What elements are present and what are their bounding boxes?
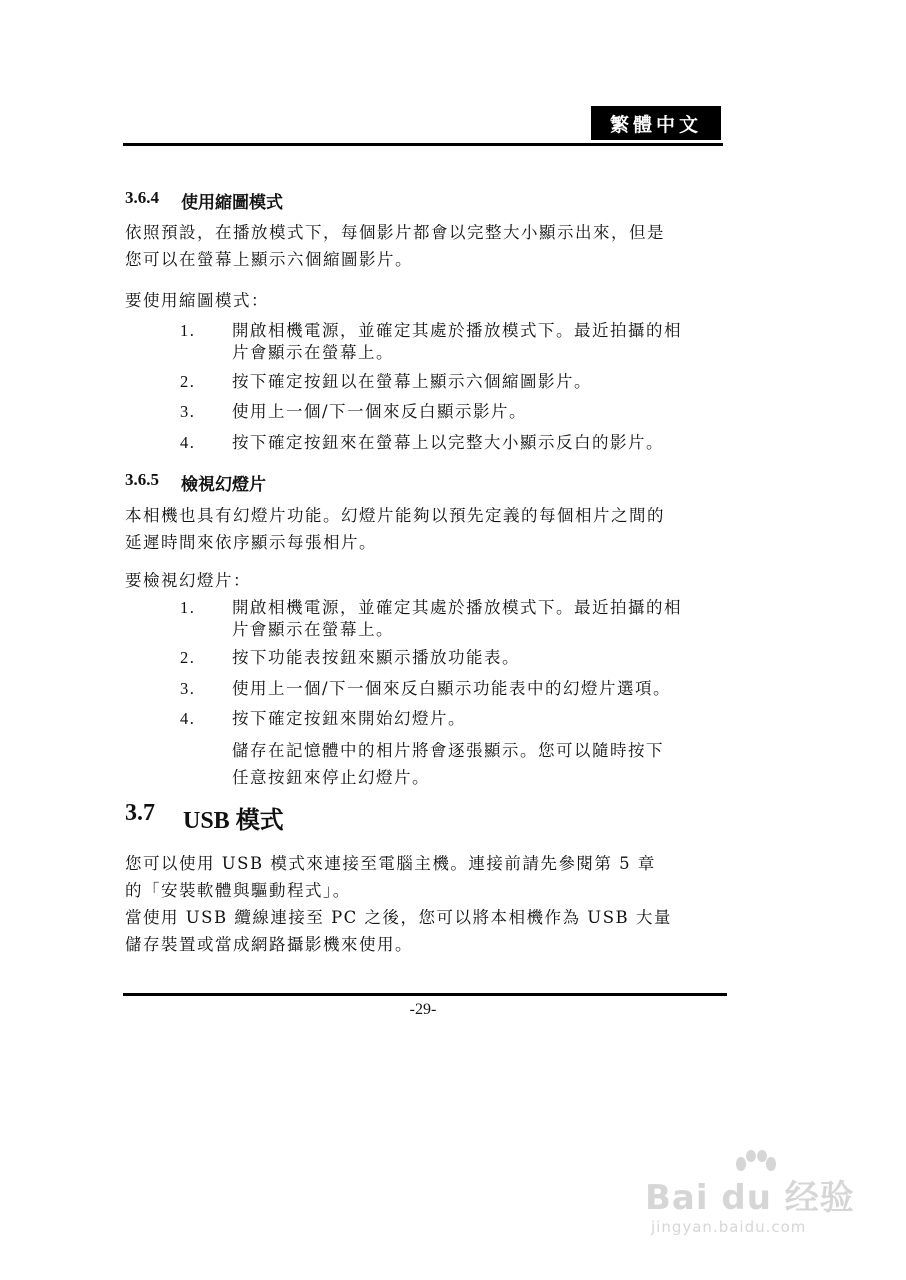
header-rule [123,143,723,146]
section-number: 3.6.4 [125,188,159,207]
step-item [180,320,725,364]
section-paragraph [125,502,721,556]
step-text: 使用上一個/下一個來反白顯示功能表中的幻燈片選項。 [232,679,672,698]
section-title: 檢視幻燈片 [181,475,266,495]
step-line: 開啟相機電源，並確定其處於播放模式下。最近拍攝的相 [232,321,682,340]
section-heading-3-6-4 [125,188,283,213]
note-line: 任意按鈕來停止幻燈片。 [232,768,430,787]
step-number: 4. [180,709,196,728]
step-line: 片會顯示在螢幕上。 [232,343,394,362]
step-item [180,678,725,700]
step-line: 開啟相機電源，並確定其處於播放模式下。最近拍攝的相 [232,598,682,617]
section-heading-3-7 [125,800,284,835]
note-line: 儲存在記憶體中的相片將會逐張顯示。您可以隨時按下 [232,741,664,760]
step-text: 按下確定按鈕來在螢幕上以完整大小顯示反白的影片。 [232,433,664,452]
watermark-url: jingyan.baidu.com [651,1218,807,1236]
steps-intro: 要檢視幻燈片： [125,571,251,590]
step-item [180,371,725,393]
step-item [180,597,725,641]
paragraph-line: 依照預設，在播放模式下，每個影片都會以完整大小顯示出來，但是 [125,223,665,242]
step-text: 按下確定按鈕來開始幻燈片。 [232,709,466,728]
step-number: 4. [180,433,196,452]
section-heading-3-6-5 [125,470,266,495]
section-number: 3.7 [125,800,155,826]
page-number: -29- [409,1001,437,1018]
paragraph-line: 儲存裝置或當成網路攝影機來使用。 [125,935,413,954]
step-number: 1. [180,598,196,617]
step-item [180,647,725,669]
section-title: 使用縮圖模式 [181,193,283,213]
step-item [180,432,725,454]
step-line: 片會顯示在螢幕上。 [232,620,394,639]
watermark-brand: Bai du 经验 [645,1178,855,1218]
step-number: 2. [180,648,196,667]
paragraph-line: 當使用 USB 纜線連接至 PC 之後，您可以將本相機作為 USB 大量 [125,908,672,927]
step-number: 3. [180,679,196,698]
step-number: 2. [180,372,196,391]
step-note [232,737,724,791]
paragraph-line: 延遲時間來依序顯示每張相片。 [125,533,377,552]
paragraph-line: 您可以在螢幕上顯示六個縮圖影片。 [125,250,413,269]
section-paragraph [125,219,721,273]
section-paragraph [125,850,721,958]
step-number: 3. [180,402,196,421]
step-text: 按下確定按鈕以在螢幕上顯示六個縮圖影片。 [232,372,592,391]
step-text: 使用上一個/下一個來反白顯示影片。 [232,402,528,421]
watermark [645,1150,855,1250]
step-text [232,597,725,641]
section-number: 3.6.5 [125,470,159,489]
steps-intro: 要使用縮圖模式： [125,291,269,310]
language-tab: 繁體中文 [591,106,721,140]
paragraph-line: 的「安裝軟體與驅動程式」。 [125,881,351,900]
step-number: 1. [180,321,196,340]
step-text: 按下功能表按鈕來顯示播放功能表。 [232,648,520,667]
step-item [180,401,725,423]
step-text [232,320,725,364]
paragraph-line: 您可以使用 USB 模式來連接至電腦主機。連接前請先參閱第 5 章 [125,854,656,873]
paragraph-line: 本相機也具有幻燈片功能。幻燈片能夠以預先定義的每個相片之間的 [125,506,665,525]
section-title: USB 模式 [183,808,284,834]
step-item [180,708,725,730]
footer-rule [123,993,727,996]
